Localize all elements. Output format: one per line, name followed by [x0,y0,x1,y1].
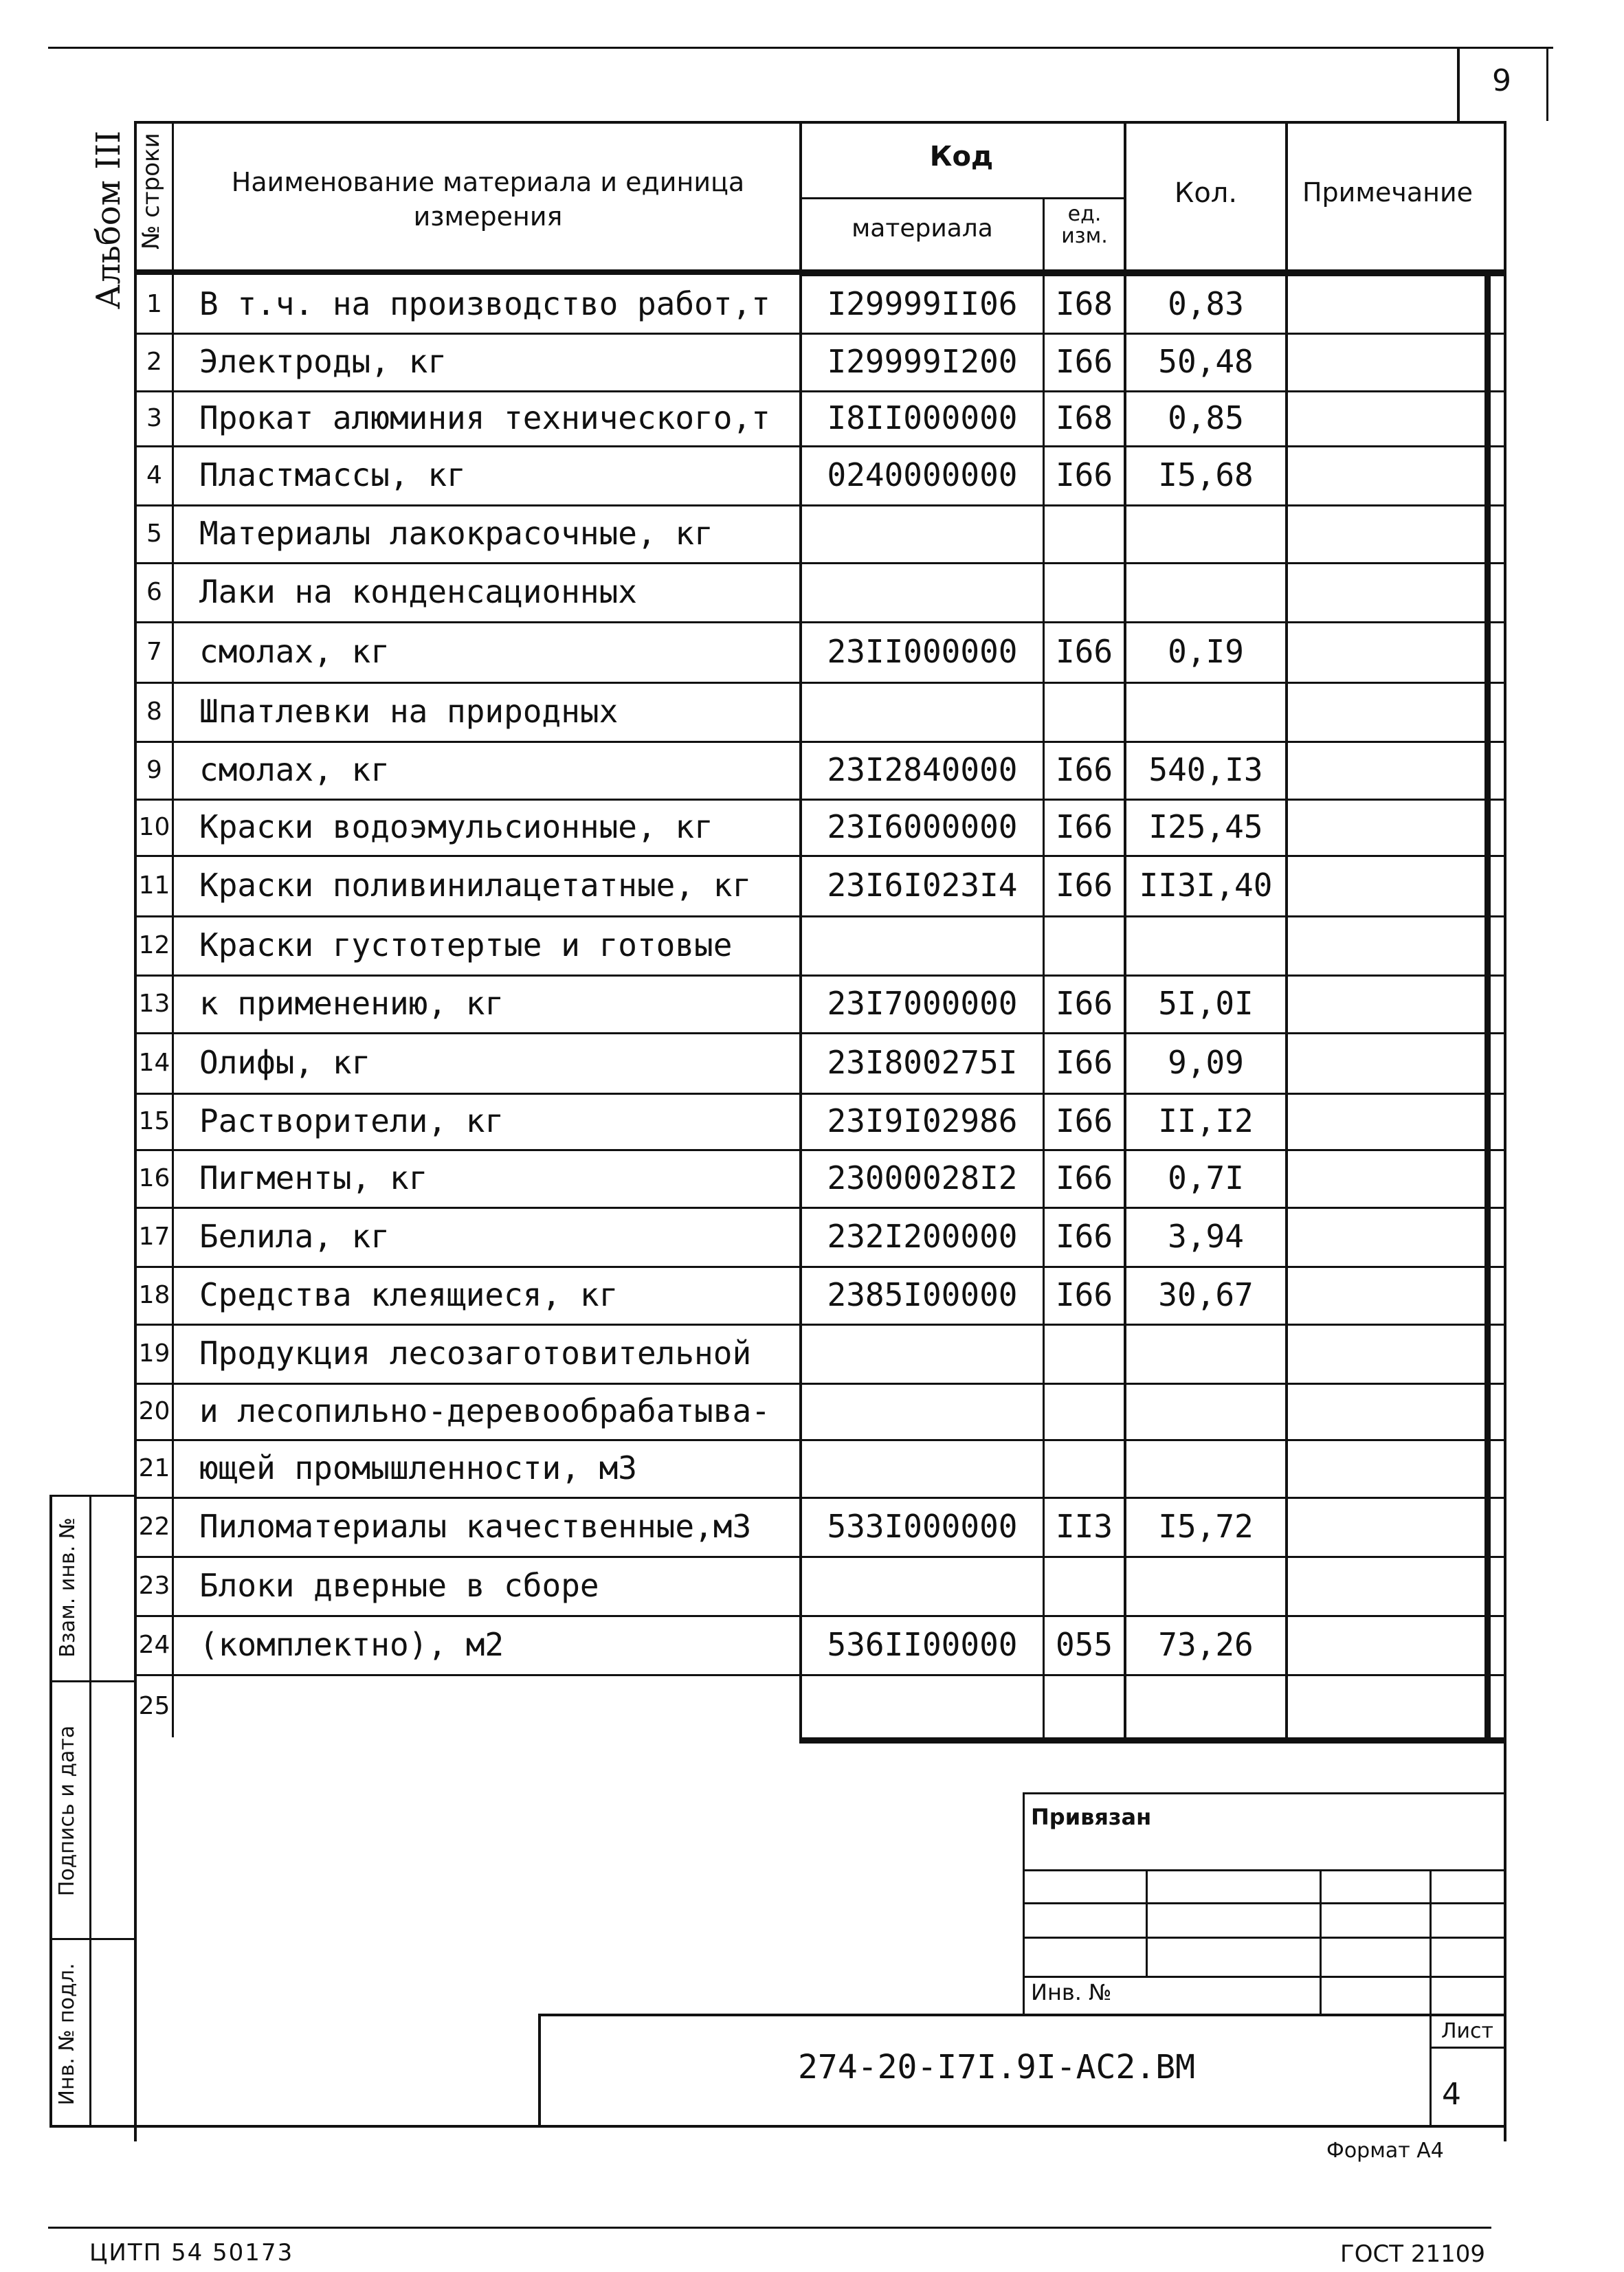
material-name: смолах, кг [199,751,390,788]
header-code-unit: ед. изм. [1061,202,1108,248]
header-code-material: материала [852,214,993,243]
quantity [1126,1324,1285,1383]
material-name: Прокат алюминия технического,т [199,399,770,436]
material-name: Краски водоэмульсионные, кг [199,808,713,845]
material-name: (комплектно), м2 [199,1626,504,1663]
stamp-sheet-label: Лист [1441,2019,1494,2043]
row-number: 5 [146,519,162,548]
footer-line [48,2227,1491,2229]
unit-code: I66 [1055,1218,1113,1255]
material-code: 533I000000 [827,1508,1018,1545]
quantity [1126,504,1285,562]
material-name: Растворители, кг [199,1102,504,1139]
header-name: Наименование материала и единица измерения [231,167,745,232]
row-number: 20 [138,1396,170,1425]
row-number: 4 [146,460,162,489]
unit-code: I66 [1055,633,1113,670]
unit-code [1045,504,1124,562]
header-note: Примечание [1302,177,1473,208]
page-number-box-right [1546,47,1548,121]
stamp-main-left [538,2014,541,2127]
unit-code: I66 [1055,1159,1113,1196]
quantity [1126,1556,1285,1615]
quantity: 0,7I [1168,1159,1244,1196]
quantity: 73,26 [1158,1626,1254,1663]
material-code: 23I6I023I4 [827,867,1018,904]
material-code [802,1383,1043,1439]
header-code: Код [929,141,994,172]
quantity: 0,83 [1168,285,1244,322]
row-number: 23 [138,1571,170,1600]
quantity: II,I2 [1158,1102,1254,1139]
material-name: Белила, кг [199,1218,390,1255]
footer-right: ГОСТ 21109 [1340,2240,1485,2268]
unit-code [1045,1324,1124,1383]
row-number: 21 [138,1454,170,1482]
material-name: Пластмассы, кг [199,456,466,493]
stamp-linked: Привязан [1031,1804,1152,1830]
quantity [1126,1674,1285,1737]
unit-code: I66 [1055,1276,1113,1313]
quantity: I25,45 [1148,808,1263,845]
row-number: 16 [138,1163,170,1192]
stamp-row4 [1023,1976,1504,1978]
material-name: В т.ч. на производство работ,т [199,285,770,322]
unit-code: I66 [1055,1102,1113,1139]
quantity: I5,68 [1158,456,1254,493]
quantity: I5,72 [1158,1508,1254,1545]
stamp-doc-code: 274-20-I7I.9I-АС2.ВМ [798,2048,1195,2086]
material-name: Краски густотертые и готовые [199,926,733,964]
material-code: 23I7000000 [827,985,1018,1022]
quantity: 0,I9 [1168,633,1244,670]
material-name: Пиломатериалы качественные,м3 [199,1508,752,1545]
quantity [1126,1439,1285,1497]
col-qty-divider [1285,121,1288,1743]
stamp-top [1023,1792,1504,1794]
row-number: 13 [138,989,170,1018]
stamp-row2 [1023,1902,1504,1904]
stamp-inv-no: Инв. № [1031,1979,1112,2005]
quantity [1126,682,1285,741]
stamp-col1 [1146,1869,1148,1976]
quantity [1126,562,1285,621]
material-code: I29999II06 [827,285,1018,322]
row-number: 6 [146,577,162,606]
unit-code: I66 [1055,456,1113,493]
row-number: 1 [146,289,162,318]
material-code [802,504,1043,562]
quantity [1126,915,1285,974]
row-number: 7 [146,637,162,666]
material-name: Продукция лесозаготовительной [199,1335,752,1372]
unit-code: I66 [1055,1044,1113,1081]
material-code: 23I6000000 [827,808,1018,845]
material-code: 536II00000 [827,1626,1018,1663]
unit-code [1045,1556,1124,1615]
material-name: Пигменты, кг [199,1159,428,1196]
quantity: II3I,40 [1139,867,1273,904]
row-number: 12 [138,931,170,959]
stamp-row3 [1023,1937,1504,1939]
material-code: 23I800275I [827,1044,1018,1081]
side-sign-date: Подпись и дата [55,1725,79,1897]
material-code [802,1324,1043,1383]
bottom-frame-line [49,2125,1506,2128]
unit-code: I66 [1055,343,1113,380]
unit-code: I66 [1055,867,1113,904]
row-number: 24 [138,1630,170,1659]
header-row-no: № строки [137,133,165,249]
row-number: 11 [138,871,170,900]
row-number: 15 [138,1106,170,1135]
quantity: 50,48 [1158,343,1254,380]
material-code: 0240000000 [827,456,1018,493]
table-right-line [1504,121,1506,2141]
row-number: 17 [138,1222,170,1251]
unit-code [1045,682,1124,741]
material-code: 232I200000 [827,1218,1018,1255]
unit-code: I66 [1055,808,1113,845]
material-name: смолах, кг [199,633,390,670]
quantity: 30,67 [1158,1276,1254,1313]
side-stamp-div2 [49,1938,134,1940]
material-code [802,682,1043,741]
album-label: Альбом III [89,130,128,310]
quantity [1126,1383,1285,1439]
stamp-sheet-divider [1430,2047,1505,2049]
material-name: к применению, кг [199,985,504,1022]
row-number: 25 [138,1691,170,1720]
unit-code [1045,1383,1124,1439]
material-code: 23I9I02986 [827,1102,1018,1139]
side-inv-podl: Инв. № подл. [55,1963,79,2106]
stamp-col2 [1320,1869,1322,2016]
unit-code: 055 [1055,1626,1113,1663]
stamp-main-top [538,2014,1504,2016]
top-border [48,47,1553,49]
page-format: Формат А4 [1326,2139,1444,2163]
material-code: 23I2840000 [827,751,1018,788]
unit-code [1045,1674,1124,1737]
footer-left: ЦИТП 54 50173 [89,2239,294,2267]
material-name: Олифы, кг [199,1044,371,1081]
unit-code [1045,562,1124,621]
material-code: 23II000000 [827,633,1018,670]
row-number: 3 [146,403,162,432]
material-name: Средства клеящиеся, кг [199,1276,619,1313]
table-right-bold [1484,269,1491,1744]
table-top-line [134,121,1505,124]
row-number: 18 [138,1280,170,1309]
side-stamp-right [89,1495,91,2127]
row-number: 14 [138,1048,170,1077]
page-number-box-left [1457,47,1460,121]
material-code [802,1439,1043,1497]
material-code: 23000028I2 [827,1159,1018,1196]
side-stamp-left [49,1495,52,2127]
row-number: 19 [138,1339,170,1368]
side-vzam-inv: Взам. инв. № [56,1517,80,1658]
row-number: 9 [146,755,162,784]
stamp-sheet-no: 4 [1442,2077,1461,2112]
quantity: 540,I3 [1148,751,1263,788]
row-number: 22 [138,1512,170,1541]
page-number: 9 [1492,63,1511,98]
material-code [802,1556,1043,1615]
unit-code [1045,915,1124,974]
unit-code: I66 [1055,985,1113,1022]
material-code: I29999I200 [827,343,1018,380]
unit-code: I66 [1055,751,1113,788]
material-code [802,915,1043,974]
stamp-row1 [1023,1869,1504,1871]
material-name: Лаки на конденсационных [199,573,637,610]
material-code: I8II000000 [827,399,1018,436]
table-bottom-bold [799,1737,1505,1744]
material-code: 2385I00000 [827,1276,1018,1313]
quantity: 9,09 [1168,1044,1244,1081]
material-name: Электроды, кг [199,343,447,380]
material-name: Блоки дверные в сборе [199,1567,599,1604]
material-name: Шпатлевки на природных [199,693,619,730]
row-number: 2 [146,347,162,376]
material-name [199,1674,797,1737]
col-num-divider [172,121,174,1737]
row-number: 8 [146,697,162,726]
material-name: и лесопильно-деревообрабатыва- [199,1392,770,1429]
material-code [802,1674,1043,1737]
material-code [802,562,1043,621]
unit-code: I68 [1055,285,1113,322]
unit-code [1045,1439,1124,1497]
side-stamp-div1 [49,1680,134,1682]
quantity: 5I,0I [1158,985,1254,1022]
material-name: Материалы лакокрасочные, кг [199,515,713,552]
material-name: Краски поливинилацетатные, кг [199,867,752,904]
code-subheader-line [799,197,1124,199]
quantity: 0,85 [1168,399,1244,436]
material-name: ющей промышленности, м3 [199,1449,637,1486]
unit-code: II3 [1055,1508,1113,1545]
header-qty: Кол. [1174,177,1238,209]
unit-code: I68 [1055,399,1113,436]
quantity: 3,94 [1168,1218,1244,1255]
row-number: 10 [138,812,170,841]
